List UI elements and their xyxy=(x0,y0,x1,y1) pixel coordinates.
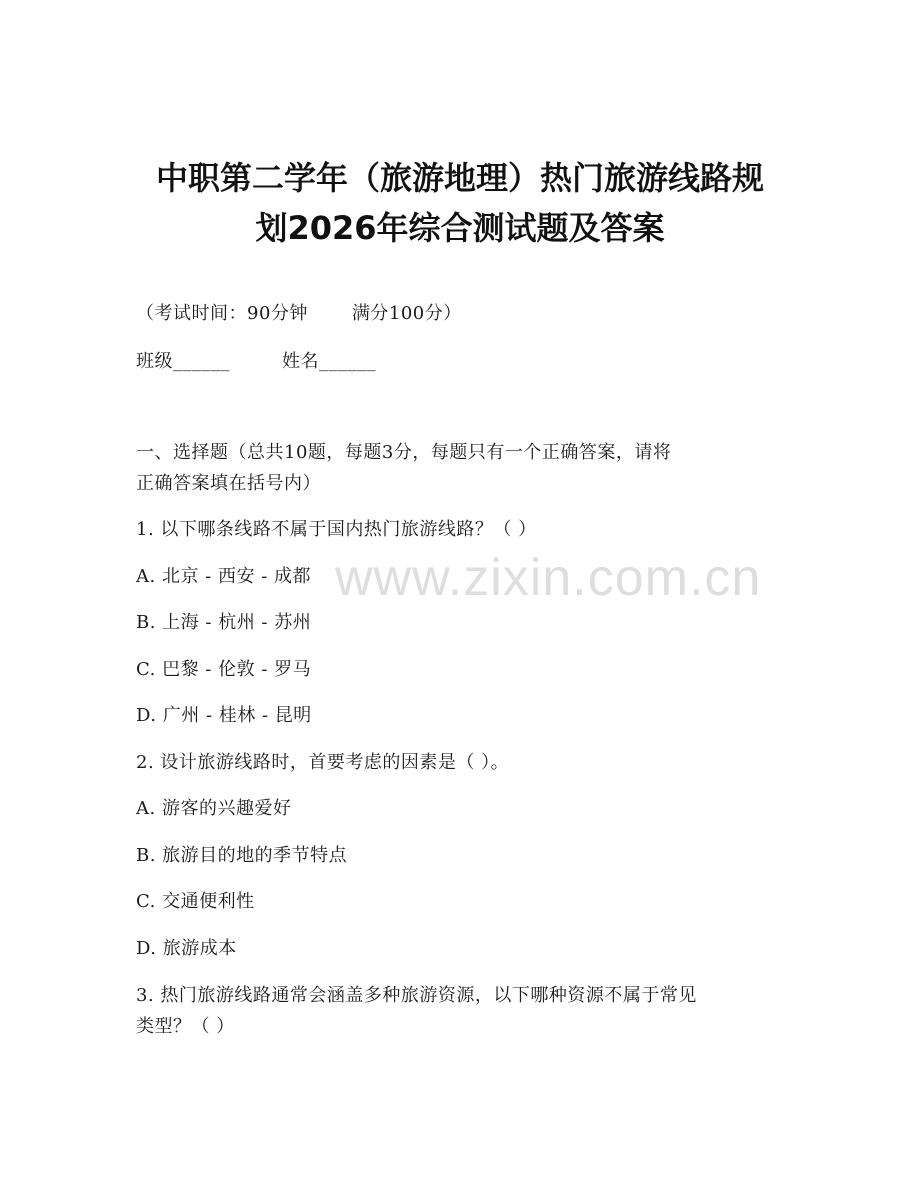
question-2-option-b: B. 旅游目的地的季节特点 xyxy=(136,845,348,866)
question-3-line2: 类型？（ ） xyxy=(136,1016,235,1037)
question-1: 1. 以下哪条线路不属于国内热门旅游线路？（ ） xyxy=(136,519,537,540)
question-1-option-c: C. 巴黎 - 伦敦 - 罗马 xyxy=(136,659,312,680)
document-title-line1: 中职第二学年（旅游地理）热门旅游线路规 xyxy=(155,159,764,197)
question-1-option-d: D. 广州 - 桂林 - 昆明 xyxy=(136,705,312,726)
question-2-option-d: D. 旅游成本 xyxy=(136,938,237,959)
watermark: www.zixin.com.cn xyxy=(335,549,762,607)
exam-info xyxy=(136,302,462,326)
section-heading-line2: 正确答案填在括号内） xyxy=(136,473,321,494)
question-2-option-a: A. 游客的兴趣爱好 xyxy=(136,798,292,819)
exam-time: （考试时间：90分钟 xyxy=(136,303,308,324)
student-info xyxy=(136,350,376,374)
class-label: 班级______ xyxy=(136,351,230,372)
question-3-line1: 3. 热门旅游线路通常会涵盖多种旅游资源，以下哪种资源不属于常见 xyxy=(136,985,697,1006)
section-heading-line1: 一、选择题（总共10题，每题3分，每题只有一个正确答案，请将 xyxy=(136,442,672,463)
question-2: 2. 设计旅游线路时，首要考虑的因素是（ ）。 xyxy=(136,752,510,773)
name-label: 姓名______ xyxy=(282,351,376,372)
exam-full-score: 满分100分） xyxy=(351,303,462,324)
document-title-line2: 划2026年综合测试题及答案 xyxy=(255,209,665,247)
question-1-option-b: B. 上海 - 杭州 - 苏州 xyxy=(136,612,312,633)
question-2-option-c: C. 交通便利性 xyxy=(136,891,255,912)
question-1-option-a: A. 北京 - 西安 - 成都 xyxy=(136,566,311,587)
